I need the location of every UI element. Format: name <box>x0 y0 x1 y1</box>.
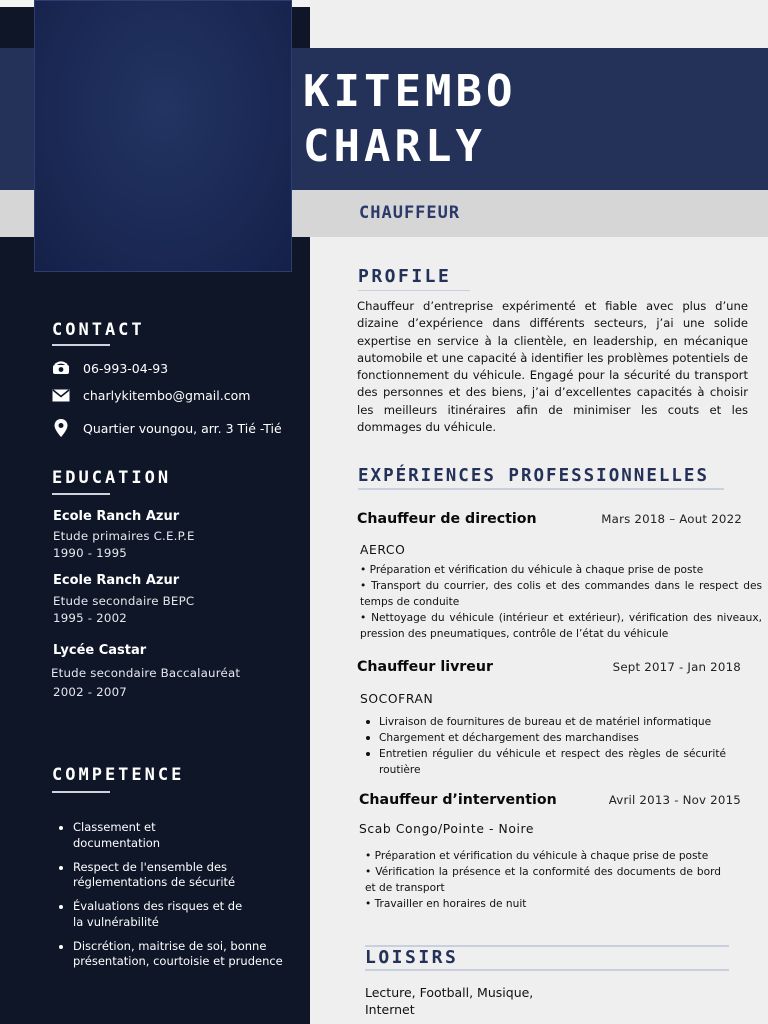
job-dates-3: Avril 2013 - Nov 2015 <box>608 793 741 807</box>
education-school-2: Ecole Ranch Azur <box>53 573 180 588</box>
job-dates-2: Sept 2017 - Jan 2018 <box>612 660 741 674</box>
profile-text: Chauffeur d’entreprise expérimenté et fiable avec plus d’une dizaine d’expérience dans différents secteurs, j’ai une solide expertise en service à la clientèle, en leadership, en mécanique automobile et une capacité à identifier les problèmes potentiels de fonctionnement du véhicule. Engagé pour la sécurité du transport des personnes et des biens, j’ai d’excellentes capacités à choisir les meilleurs itinéraires afin de minimiser les couts et les dommages du véhicule. <box>357 299 748 435</box>
competence-heading: COMPETENCE <box>52 765 185 785</box>
education-years-2: 1995 - 2002 <box>53 611 128 625</box>
profile-photo <box>34 0 292 272</box>
experience-heading: EXPÉRIENCES PROFESSIONNELLES <box>358 466 710 486</box>
competence-item: Classement et documentation <box>55 820 185 851</box>
education-detail-3: Etude secondaire Baccalauréat <box>51 666 241 680</box>
phone-number[interactable]: 06-993-04-93 <box>83 360 169 376</box>
name-first-line: KITEMBO <box>303 66 517 117</box>
address-text: Quartier voungou, arr. 3 Tié -Tié <box>83 420 282 436</box>
job-dates-1: Mars 2018 – Aout 2022 <box>601 512 742 526</box>
contact-phone <box>52 360 168 376</box>
competence-item: Respect de l'ensemble des réglementations de sécurité <box>55 860 255 891</box>
competence-rule <box>52 791 110 793</box>
task-line: • Vérification la présence et la conformité des documents de bord et de transport <box>365 866 721 894</box>
contact-email <box>52 387 250 403</box>
task-line: Entretien régulier du véhicule et respect des règles de sécurité routière <box>360 746 726 778</box>
task-line: • Préparation et vérification du véhicule à chaque prise de poste <box>360 564 704 576</box>
competence-list <box>55 820 295 978</box>
job-company-1: AERCO <box>360 543 406 557</box>
loisirs-rule-bottom <box>365 969 729 971</box>
job-title: CHAUFFEUR <box>359 203 461 223</box>
loisirs-text: Lecture, Football, Musique, Internet <box>365 985 534 1017</box>
job-company-2: SOCOFRAN <box>360 692 434 706</box>
education-detail-1: Etude primaires C.E.P.E <box>53 529 195 543</box>
phone-icon <box>52 360 70 376</box>
education-detail-2: Etude secondaire BEPC <box>53 594 195 608</box>
education-years-1: 1990 - 1995 <box>53 546 128 560</box>
email-address[interactable]: charlykitembo@gmail.com <box>83 387 251 403</box>
task-line: • Transport du courrier, des colis et des commandes dans le respect des temps de conduite <box>360 580 762 608</box>
job-title-2: Chauffeur livreur <box>357 659 494 675</box>
contact-address <box>52 420 282 436</box>
education-years-3: 2002 - 2007 <box>53 685 128 699</box>
contact-rule <box>52 344 110 346</box>
task-line: • Préparation et vérification du véhicule à chaque prise de poste <box>365 850 709 862</box>
profile-heading: PROFILE <box>358 266 452 287</box>
location-pin-icon <box>52 420 70 436</box>
experience-rule <box>358 488 724 490</box>
job-company-3: Scab Congo/Pointe - Noire <box>359 822 535 836</box>
education-heading: EDUCATION <box>52 468 172 488</box>
task-line: • Travailler en horaires de nuit <box>365 898 527 910</box>
education-school-1: Ecole Ranch Azur <box>53 509 180 524</box>
contact-heading: CONTACT <box>52 320 145 340</box>
education-school-3: Lycée Castar <box>53 643 147 658</box>
education-rule <box>52 493 110 495</box>
job-title-1: Chauffeur de direction <box>357 511 537 527</box>
job-tasks-1 <box>360 562 762 642</box>
task-line: • Nettoyage du véhicule (intérieur et extérieur), vérification des niveaux, pression des pneumatiques, contrôle de l’état du véhicule <box>360 612 762 640</box>
competence-item: Évaluations des risques et de la vulnérabilité <box>55 899 255 930</box>
job-tasks-2 <box>360 714 726 778</box>
loisirs-heading: LOISIRS <box>365 947 459 968</box>
name-second-line: CHARLY <box>303 121 486 172</box>
profile-rule <box>358 290 470 291</box>
competence-item: Discrétion, maitrise de soi, bonne présentation, courtoisie et prudence <box>55 939 295 970</box>
job-title-3: Chauffeur d’intervention <box>359 792 557 808</box>
task-line: Livraison de fournitures de bureau et de matériel informatique <box>360 714 726 730</box>
job-tasks-3 <box>365 848 721 912</box>
envelope-icon <box>52 387 70 403</box>
task-line: Chargement et déchargement des marchandises <box>360 730 726 746</box>
